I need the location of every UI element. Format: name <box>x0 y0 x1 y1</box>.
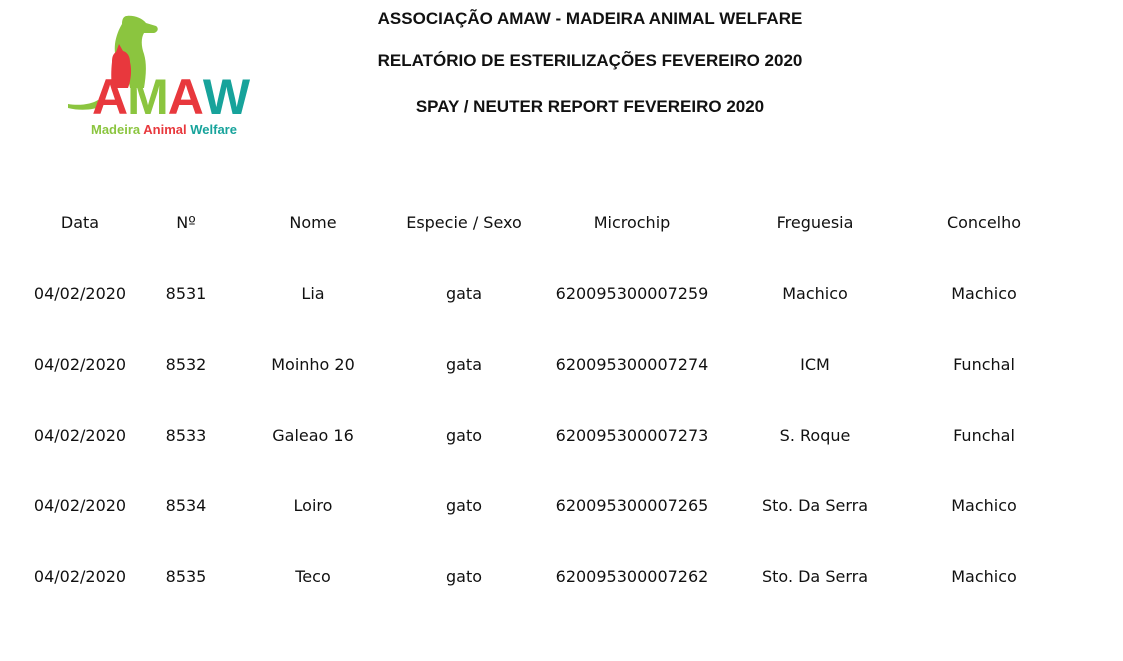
cell-microchip: 620095300007274 <box>555 355 709 374</box>
logo-subtitle-animal: Animal <box>143 122 191 137</box>
cell-parish: Machico <box>782 284 848 303</box>
column-header-species-sex: Especie / Sexo <box>406 213 522 232</box>
cell-number: 8531 <box>165 284 207 303</box>
logo-subtitle-madeira: Madeira <box>91 122 144 137</box>
report-title-association: ASSOCIAÇÃO AMAW - MADEIRA ANIMAL WELFARE <box>377 9 803 28</box>
logo-letter-w: W <box>202 69 250 125</box>
cell-municipality: Machico <box>951 567 1017 586</box>
cell-number: 8532 <box>165 355 207 374</box>
cell-parish: ICM <box>800 355 830 374</box>
column-header-date: Data <box>60 213 100 232</box>
cell-parish: Sto. Da Serra <box>762 496 868 515</box>
cell-date: 04/02/2020 <box>33 284 127 303</box>
report-title-english: SPAY / NEUTER REPORT FEVEREIRO 2020 <box>415 97 765 116</box>
cell-parish: S. Roque <box>779 426 851 445</box>
logo-letter-a2: A <box>167 69 203 125</box>
amaw-logo <box>64 14 259 139</box>
logo-subtitle-welfare: Welfare <box>190 122 237 137</box>
report-title-portuguese: RELATÓRIO DE ESTERILIZAÇÕES FEVEREIRO 2020 <box>377 51 803 70</box>
cell-name: Teco <box>295 567 331 586</box>
cell-microchip: 620095300007262 <box>555 567 709 586</box>
cell-microchip: 620095300007259 <box>555 284 709 303</box>
cell-municipality: Machico <box>951 496 1017 515</box>
column-header-municipality: Concelho <box>946 213 1022 232</box>
logo-letter-m: M <box>127 69 168 125</box>
cell-parish: Sto. Da Serra <box>762 567 868 586</box>
cell-number: 8535 <box>165 567 207 586</box>
cell-name: Galeao 16 <box>272 426 354 445</box>
column-header-number: Nº <box>176 213 196 232</box>
cell-species-sex: gata <box>445 284 483 303</box>
cell-name: Lia <box>301 284 325 303</box>
column-header-name: Nome <box>289 213 337 232</box>
cell-name: Moinho 20 <box>271 355 355 374</box>
cell-species-sex: gato <box>445 567 483 586</box>
logo-subtitle <box>91 122 237 137</box>
cell-species-sex: gata <box>445 355 483 374</box>
column-header-microchip: Microchip <box>593 213 671 232</box>
cell-name: Loiro <box>293 496 333 515</box>
cell-date: 04/02/2020 <box>33 426 127 445</box>
cell-microchip: 620095300007273 <box>555 426 709 445</box>
cell-date: 04/02/2020 <box>33 567 127 586</box>
column-header-parish: Freguesia <box>776 213 854 232</box>
cell-number: 8534 <box>165 496 207 515</box>
logo-letter-a1: A <box>92 69 128 125</box>
cell-date: 04/02/2020 <box>33 496 127 515</box>
cell-microchip: 620095300007265 <box>555 496 709 515</box>
cell-municipality: Machico <box>951 284 1017 303</box>
cell-date: 04/02/2020 <box>33 355 127 374</box>
cell-species-sex: gato <box>445 426 483 445</box>
cell-municipality: Funchal <box>953 355 1015 374</box>
cell-number: 8533 <box>165 426 207 445</box>
cell-municipality: Funchal <box>953 426 1015 445</box>
cell-species-sex: gato <box>445 496 483 515</box>
